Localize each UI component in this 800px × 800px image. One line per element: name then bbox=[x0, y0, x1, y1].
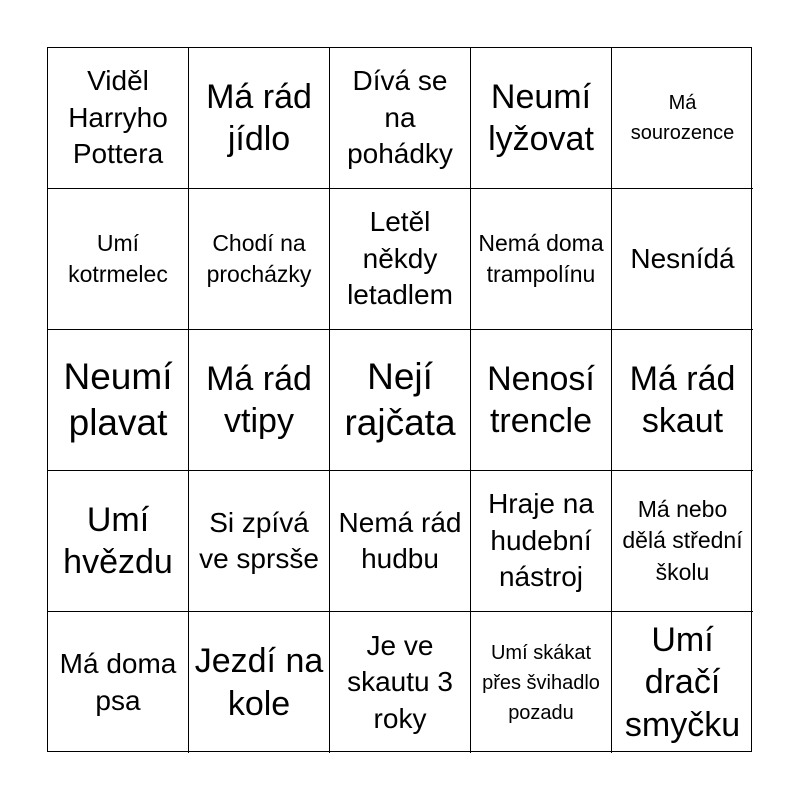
bingo-cell[interactable]: Nemá rád hudbu bbox=[330, 471, 471, 612]
bingo-cell[interactable]: Umí kotrmelec bbox=[48, 189, 189, 330]
bingo-cell[interactable]: Hraje na hudební nástroj bbox=[471, 471, 612, 612]
bingo-cell[interactable]: Letěl někdy letadlem bbox=[330, 189, 471, 330]
bingo-cell[interactable]: Neumí plavat bbox=[48, 330, 189, 471]
bingo-cell[interactable]: Má rád skaut bbox=[612, 330, 753, 471]
bingo-cell[interactable]: Má doma psa bbox=[48, 612, 189, 753]
bingo-cell[interactable]: Nemá doma trampolínu bbox=[471, 189, 612, 330]
bingo-cell[interactable]: Umí dračí smyčku bbox=[624, 620, 741, 744]
bingo-cell[interactable]: Je ve skautu 3 roky bbox=[330, 612, 471, 753]
bingo-cell[interactable]: Má rád vtipy bbox=[189, 330, 330, 471]
bingo-cell[interactable]: Má rád jídlo bbox=[189, 48, 330, 189]
bingo-cell[interactable]: Dívá se na pohádky bbox=[330, 48, 471, 189]
bingo-cell[interactable]: Má nebo dělá střední školu bbox=[612, 471, 753, 612]
bingo-cell[interactable]: Viděl Harryho Pottera bbox=[48, 48, 189, 189]
bingo-cell[interactable]: Umí hvězdu bbox=[48, 471, 189, 612]
bingo-cell[interactable]: Nesnídá bbox=[612, 189, 753, 330]
bingo-cell[interactable]: Má sourozence bbox=[612, 48, 753, 189]
bingo-cell[interactable]: Nenosí trencle bbox=[471, 330, 612, 471]
bingo-cell[interactable]: Nejí rajčata bbox=[330, 330, 471, 471]
bingo-cell[interactable]: Jezdí na kole bbox=[189, 612, 330, 753]
bingo-board bbox=[47, 47, 752, 752]
bingo-cell[interactable]: Chodí na procházky bbox=[189, 189, 330, 330]
bingo-cell[interactable]: Umí skákat přes švihadlo pozadu bbox=[471, 612, 612, 753]
bingo-cell[interactable]: Si zpívá ve sprsše bbox=[189, 471, 330, 612]
bingo-cell[interactable]: Neumí lyžovat bbox=[471, 48, 612, 189]
